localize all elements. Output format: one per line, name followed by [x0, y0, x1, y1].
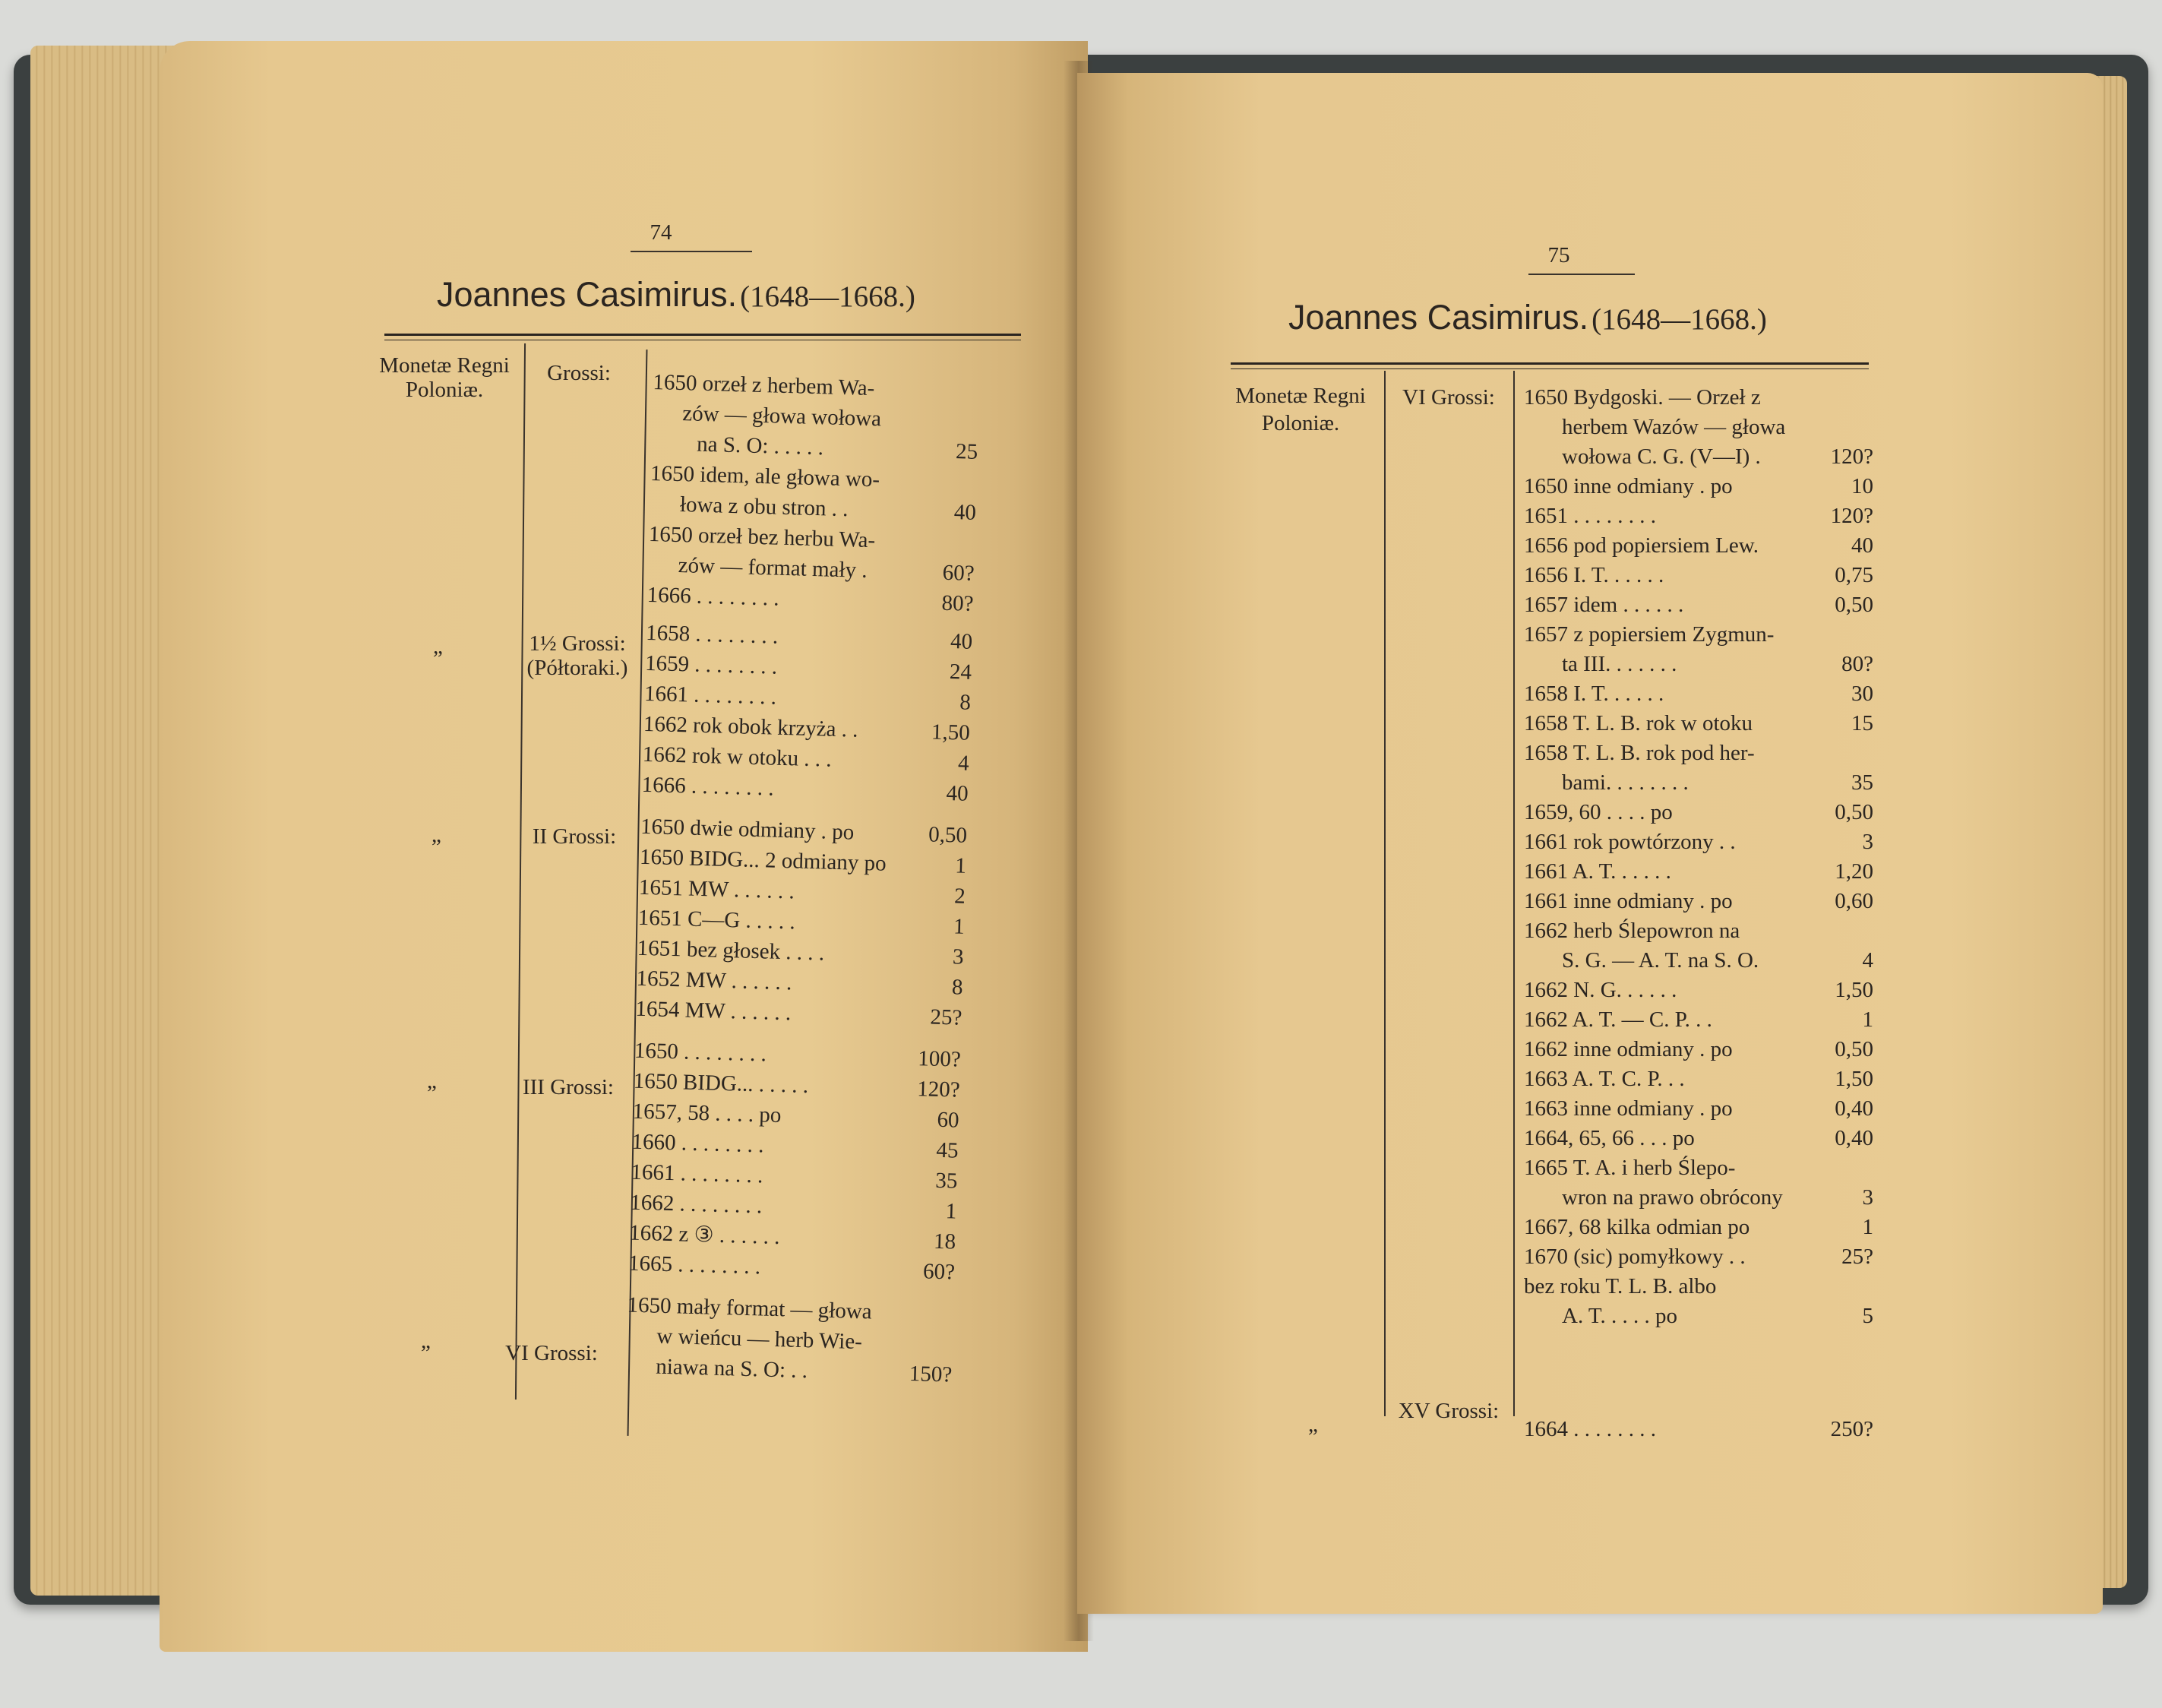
denomination-label: XV Grossi: [1398, 1399, 1500, 1423]
column-divider [1384, 371, 1386, 1416]
entry-text: bez roku T. L. B. albo [1524, 1274, 1717, 1298]
title-years: (1648—1668.) [740, 280, 915, 313]
entry-price: 3 [952, 944, 965, 969]
entry-price: 1,50 [931, 720, 971, 745]
entry-price: 0,40 [1835, 1096, 1873, 1121]
entry-price: 0,50 [928, 822, 968, 848]
header-rule-thin [1231, 368, 1869, 369]
entry-price: 120? [1830, 444, 1873, 469]
section-label: Poloniæ. [1261, 411, 1340, 435]
entry-text: 1651 bez głosek . . . . [637, 935, 825, 966]
entry-price: 10 [1851, 474, 1873, 498]
entry-text: 1651 MW . . . . . . [638, 875, 795, 904]
denomination-label: 1½ Grossi: [529, 631, 626, 656]
entry-price: 1,20 [1835, 859, 1873, 884]
entry-text: 1651 . . . . . . . . [1524, 504, 1656, 528]
ditto-mark: „ [433, 634, 443, 659]
entry-text: 1650 orzeł bez herbu Wa- [648, 521, 876, 553]
entry-text: bami. . . . . . . . [1562, 770, 1689, 795]
title-name: Joannes Casimirus. [1288, 298, 1589, 337]
entry-price: 150? [909, 1361, 953, 1387]
entry-price: 0,50 [1835, 1037, 1873, 1061]
entry-price: 1 [945, 1199, 957, 1224]
entry-text: 1661 A. T. . . . . . [1524, 859, 1671, 884]
entry-text: 1661 rok powtórzony . . [1524, 830, 1736, 854]
entry-text: 1664 . . . . . . . . [1524, 1417, 1656, 1441]
entry-text: 1650 . . . . . . . . [634, 1038, 767, 1067]
entry-price: 80? [1841, 652, 1873, 676]
column-divider [1513, 371, 1515, 1416]
denomination-label: (Półtoraki.) [526, 656, 628, 680]
entry-price: 1 [1862, 1007, 1873, 1032]
entry-price: 5 [1862, 1304, 1873, 1328]
entry-text: 1662 N. G. . . . . . [1524, 978, 1677, 1002]
entry-price: 15 [1851, 711, 1873, 735]
section-label: Poloniæ. [405, 378, 484, 402]
denomination-label: III Grossi: [522, 1075, 614, 1099]
ditto-mark: „ [431, 823, 441, 847]
section-label: Monetæ Regni [379, 353, 510, 378]
entry-price: 24 [949, 659, 972, 685]
entry-price: 1,50 [1835, 1067, 1873, 1091]
entry-price: 60 [937, 1107, 959, 1133]
entry-price: 40 [950, 629, 973, 654]
entry-price: 0,40 [1835, 1126, 1873, 1150]
entry-text: zów — format mały . [678, 553, 868, 583]
entry-text: 1662 A. T. — C. P. . . [1524, 1007, 1712, 1032]
entry-price: 30 [1851, 682, 1873, 706]
entry-price: 4 [1862, 948, 1873, 973]
entry-text: 1662 herb Ślepowron na [1524, 919, 1740, 943]
entry-text: 1651 C—G . . . . . [637, 905, 796, 935]
entry-text: 1666 . . . . . . . . [646, 582, 780, 611]
denomination-label: VI Grossi: [505, 1341, 598, 1365]
entry-text: 1658 T. L. B. rok w otoku [1524, 711, 1753, 735]
entry-price: 18 [933, 1229, 956, 1254]
page-title [1288, 298, 1767, 337]
entry-price: 120? [1830, 504, 1873, 528]
entries-column [1524, 384, 1873, 1441]
entry-text: 1656 I. T. . . . . . [1524, 563, 1664, 587]
title-name: Joannes Casimirus. [437, 275, 738, 314]
entry-text: 1661 . . . . . . . . [631, 1159, 763, 1188]
entry-text: 1650 inne odmiany . po [1524, 474, 1733, 498]
entry-text: 1662 inne odmiany . po [1524, 1037, 1733, 1061]
entry-price: 1 [954, 853, 967, 878]
entry-text: 1664, 65, 66 . . . po [1524, 1126, 1695, 1150]
entry-price: 3 [1862, 1185, 1873, 1210]
entry-price: 2 [953, 884, 966, 909]
entry-text: 1662 . . . . . . . . [629, 1190, 763, 1219]
entry-price: 0,60 [1835, 889, 1873, 913]
ditto-mark: „ [421, 1329, 431, 1353]
header-rule [384, 334, 1021, 336]
entry-price: 8 [951, 975, 963, 1000]
entry-price: 120? [916, 1077, 961, 1102]
entry-text: 1658 T. L. B. rok pod her- [1524, 741, 1755, 765]
entry-price: 80? [941, 590, 974, 616]
entry-price: 0,75 [1835, 563, 1873, 587]
entry-text: 1661 inne odmiany . po [1524, 889, 1733, 913]
entry-text: 1650 mały format — głowa [627, 1292, 873, 1324]
entry-text: zów — głowa wołowa [681, 401, 882, 432]
entry-text: A. T. . . . . po [1562, 1304, 1677, 1328]
entry-text: 1662 rok obok krzyża . . [643, 711, 858, 742]
ditto-mark: „ [1308, 1412, 1318, 1437]
entries-column [621, 369, 988, 1518]
entry-price: 0,50 [1835, 800, 1873, 824]
entry-price: 40 [946, 780, 969, 806]
page-number-rule [631, 251, 752, 252]
entry-text: w wieńcu — herb Wie- [656, 1324, 863, 1355]
entry-text: 1656 pod popiersiem Lew. [1524, 533, 1759, 558]
entry-text: wron na prawo obrócony [1562, 1185, 1783, 1210]
entry-price: 25 [955, 439, 978, 464]
entry-text: 1652 MW . . . . . . [636, 966, 792, 995]
page-title [437, 275, 915, 315]
entry-price: 250? [1830, 1417, 1873, 1441]
entry-text: 1665 T. A. i herb Ślepo- [1524, 1156, 1736, 1180]
entry-text: 1670 (sic) pomyłkowy . . [1524, 1245, 1746, 1269]
title-years: (1648—1668.) [1591, 303, 1767, 336]
entry-text: 1657, 58 . . . . po [632, 1099, 782, 1128]
entry-text: 1659, 60 . . . . po [1524, 800, 1673, 824]
entry-price: 8 [959, 690, 972, 715]
entry-price: 25? [1841, 1245, 1873, 1269]
entry-text: 1650 BIDG... 2 odmiany po [639, 844, 887, 876]
entry-price: 0,50 [1835, 593, 1873, 617]
entry-price: 1 [953, 914, 966, 939]
entry-text: 1657 z popiersiem Zygmun- [1524, 622, 1775, 647]
entry-price: 60? [942, 560, 975, 586]
page-number: 74 [650, 220, 672, 245]
entry-price: 40 [1851, 533, 1873, 558]
entry-price: 60? [922, 1259, 956, 1285]
denomination-label: Grossi: [547, 361, 611, 385]
header-rule [1231, 362, 1869, 365]
entry-price: 35 [934, 1168, 958, 1194]
entry-text: 1667, 68 kilka odmian po [1524, 1215, 1750, 1239]
entry-price: 35 [1851, 770, 1873, 795]
entry-text: 1650 Bydgoski. — Orzeł z [1524, 385, 1761, 410]
entry-text: 1661 . . . . . . . . [643, 681, 777, 710]
denomination-label: II Grossi: [532, 824, 617, 849]
entry-text: łowa z obu stron . . [679, 492, 849, 522]
entry-text: 1658 . . . . . . . . [645, 620, 779, 649]
entry-price: 25? [930, 1004, 962, 1030]
entry-text: niawa na S. O: . . [655, 1354, 808, 1384]
entry-text: 1657 idem . . . . . . [1524, 593, 1684, 617]
entry-text: 1650 orzeł z herbem Wa- [653, 369, 875, 401]
denomination-label: VI Grossi: [1402, 385, 1495, 410]
entry-text: 1663 A. T. C. P. . . [1524, 1067, 1685, 1091]
entry-text: wołowa C. G. (V—I) . [1562, 444, 1761, 469]
entry-text: 1660 . . . . . . . . [631, 1129, 764, 1158]
entry-text: 1659 . . . . . . . . [644, 650, 778, 679]
entry-price: 45 [936, 1137, 959, 1163]
entry-price: 40 [953, 500, 977, 525]
entry-text: 1650 BIDG... . . . . . [633, 1068, 809, 1099]
entry-price: 1 [1862, 1215, 1873, 1239]
entry-price: 3 [1862, 830, 1873, 854]
entry-text: 1666 . . . . . . . . [641, 772, 775, 801]
right-page [1077, 73, 2103, 1614]
entry-text: herbem Wazów — głowa [1562, 415, 1786, 439]
left-page [160, 41, 1088, 1652]
entry-text: 1650 dwie odmiany . po [640, 814, 855, 845]
entry-text: S. G. — A. T. na S. O. [1562, 948, 1759, 973]
entry-text: 1663 inne odmiany . po [1524, 1096, 1733, 1121]
entry-price: 4 [957, 751, 970, 776]
page-number-rule [1528, 274, 1635, 275]
entry-text: 1654 MW . . . . . . [635, 996, 792, 1026]
ditto-mark: „ [427, 1069, 437, 1093]
entry-text: 1662 z ③ . . . . . . [628, 1220, 780, 1250]
entry-price: 1,50 [1835, 978, 1873, 1002]
entry-text: ta III. . . . . . . [1562, 652, 1677, 676]
entry-text: 1658 I. T. . . . . . [1524, 682, 1664, 706]
column-divider [515, 343, 526, 1400]
section-label: Monetæ Regni [1235, 384, 1366, 408]
entry-text: na S. O: . . . . . [696, 432, 824, 460]
entry-price: 100? [917, 1046, 962, 1072]
entry-text: 1665 . . . . . . . . [627, 1251, 761, 1279]
entry-text: 1662 rok w otoku . . . [642, 742, 833, 772]
entry-text: 1650 idem, ale głowa wo- [650, 460, 880, 492]
page-number: 75 [1547, 243, 1570, 267]
